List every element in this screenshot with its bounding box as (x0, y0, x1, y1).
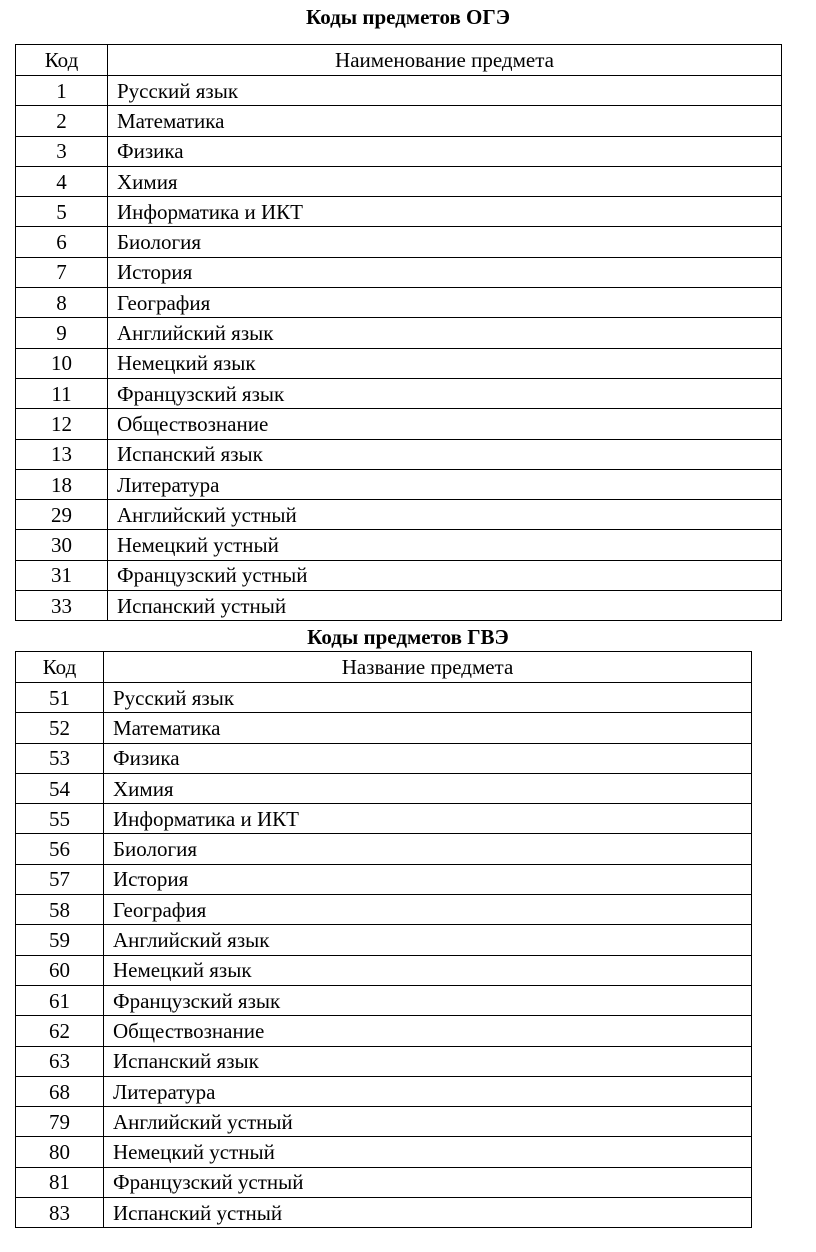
table-row (16, 804, 752, 834)
subject-name: Немецкий язык (104, 955, 752, 985)
table-row (16, 409, 782, 439)
table-row (16, 1046, 752, 1076)
subject-code: 9 (16, 318, 108, 348)
subject-code: 61 (16, 985, 104, 1015)
subject-code: 8 (16, 288, 108, 318)
table-row (16, 1076, 752, 1106)
subject-code: 52 (16, 713, 104, 743)
subject-code: 56 (16, 834, 104, 864)
subject-name: Английский устный (108, 500, 782, 530)
table-row (16, 925, 752, 955)
header-code: Код (16, 45, 108, 76)
oge-title: Коды предметов ОГЭ (306, 5, 510, 29)
subject-name: География (104, 895, 752, 925)
table-row (16, 1016, 752, 1046)
subject-name: Математика (108, 106, 782, 136)
table-row (16, 500, 782, 530)
subject-name: Французский язык (108, 378, 782, 408)
subject-code: 31 (16, 560, 108, 590)
subject-name: Информатика и ИКТ (104, 804, 752, 834)
subject-name: Биология (104, 834, 752, 864)
subject-code: 59 (16, 925, 104, 955)
header-code: Код (16, 652, 104, 683)
table-row (16, 378, 782, 408)
subject-name: Математика (104, 713, 752, 743)
subject-code: 79 (16, 1107, 104, 1137)
subject-name: Химия (108, 166, 782, 196)
table-row (16, 985, 752, 1015)
table-row (16, 348, 782, 378)
subject-code: 54 (16, 773, 104, 803)
subject-code: 80 (16, 1137, 104, 1167)
table-row (16, 895, 752, 925)
subject-code: 3 (16, 136, 108, 166)
subject-name: География (108, 288, 782, 318)
subject-name: Английский язык (104, 925, 752, 955)
subject-code: 55 (16, 804, 104, 834)
subject-code: 57 (16, 864, 104, 894)
subject-code: 1 (16, 76, 108, 106)
subject-name: Французский устный (108, 560, 782, 590)
table-row (16, 197, 782, 227)
subject-code: 62 (16, 1016, 104, 1046)
table-row (16, 257, 782, 287)
subject-name: Физика (108, 136, 782, 166)
table-row (16, 469, 782, 499)
table-row (16, 1167, 752, 1197)
subject-code: 33 (16, 591, 108, 621)
oge-subject-codes-table (15, 44, 782, 621)
table-row (16, 1107, 752, 1137)
subject-name: Литература (108, 469, 782, 499)
table-row (16, 227, 782, 257)
table-row (16, 560, 782, 590)
subject-code: 11 (16, 378, 108, 408)
subject-name: Химия (104, 773, 752, 803)
subject-code: 83 (16, 1198, 104, 1228)
table-row (16, 166, 782, 196)
header-subject-name: Наименование предмета (108, 45, 782, 76)
table-row (16, 773, 752, 803)
subject-code: 81 (16, 1167, 104, 1197)
subject-code: 30 (16, 530, 108, 560)
subject-name: Испанский язык (108, 439, 782, 469)
gve-subject-codes-table (15, 651, 752, 1228)
subject-code: 4 (16, 166, 108, 196)
subject-code: 53 (16, 743, 104, 773)
subject-name: Французский язык (104, 985, 752, 1015)
subject-name: История (104, 864, 752, 894)
subject-name: Испанский язык (104, 1046, 752, 1076)
table-row (16, 439, 782, 469)
table-row (16, 683, 752, 713)
subject-name: Испанский устный (104, 1198, 752, 1228)
subject-code: 7 (16, 257, 108, 287)
subject-name: Английский устный (104, 1107, 752, 1137)
table-header-row (16, 652, 752, 683)
subject-name: Французский устный (104, 1167, 752, 1197)
subject-name: История (108, 257, 782, 287)
subject-code: 10 (16, 348, 108, 378)
table-row (16, 76, 782, 106)
subject-code: 12 (16, 409, 108, 439)
subject-name: Русский язык (104, 683, 752, 713)
subject-name: Физика (104, 743, 752, 773)
gve-title: Коды предметов ГВЭ (307, 625, 509, 649)
subject-name: Немецкий язык (108, 348, 782, 378)
table-row (16, 743, 752, 773)
subject-code: 18 (16, 469, 108, 499)
subject-name: Обществознание (104, 1016, 752, 1046)
subject-code: 58 (16, 895, 104, 925)
table-row (16, 530, 782, 560)
table-row (16, 1198, 752, 1228)
subject-name: Немецкий устный (104, 1137, 752, 1167)
table-row (16, 136, 782, 166)
subject-code: 68 (16, 1076, 104, 1106)
subject-code: 60 (16, 955, 104, 985)
subject-code: 29 (16, 500, 108, 530)
table-header-row (16, 45, 782, 76)
subject-name: Немецкий устный (108, 530, 782, 560)
table-row (16, 591, 782, 621)
subject-name: Биология (108, 227, 782, 257)
subject-name: Английский язык (108, 318, 782, 348)
subject-name: Информатика и ИКТ (108, 197, 782, 227)
table-row (16, 1137, 752, 1167)
subject-code: 6 (16, 227, 108, 257)
subject-code: 2 (16, 106, 108, 136)
table-row (16, 834, 752, 864)
table-row (16, 713, 752, 743)
subject-code: 51 (16, 683, 104, 713)
table-row (16, 106, 782, 136)
header-subject-name: Название предмета (104, 652, 752, 683)
subject-code: 13 (16, 439, 108, 469)
table-row (16, 955, 752, 985)
subject-code: 63 (16, 1046, 104, 1076)
subject-name: Русский язык (108, 76, 782, 106)
table-row (16, 288, 782, 318)
subject-code: 5 (16, 197, 108, 227)
table-row (16, 864, 752, 894)
subject-name: Литература (104, 1076, 752, 1106)
table-row (16, 318, 782, 348)
subject-name: Обществознание (108, 409, 782, 439)
subject-name: Испанский устный (108, 591, 782, 621)
